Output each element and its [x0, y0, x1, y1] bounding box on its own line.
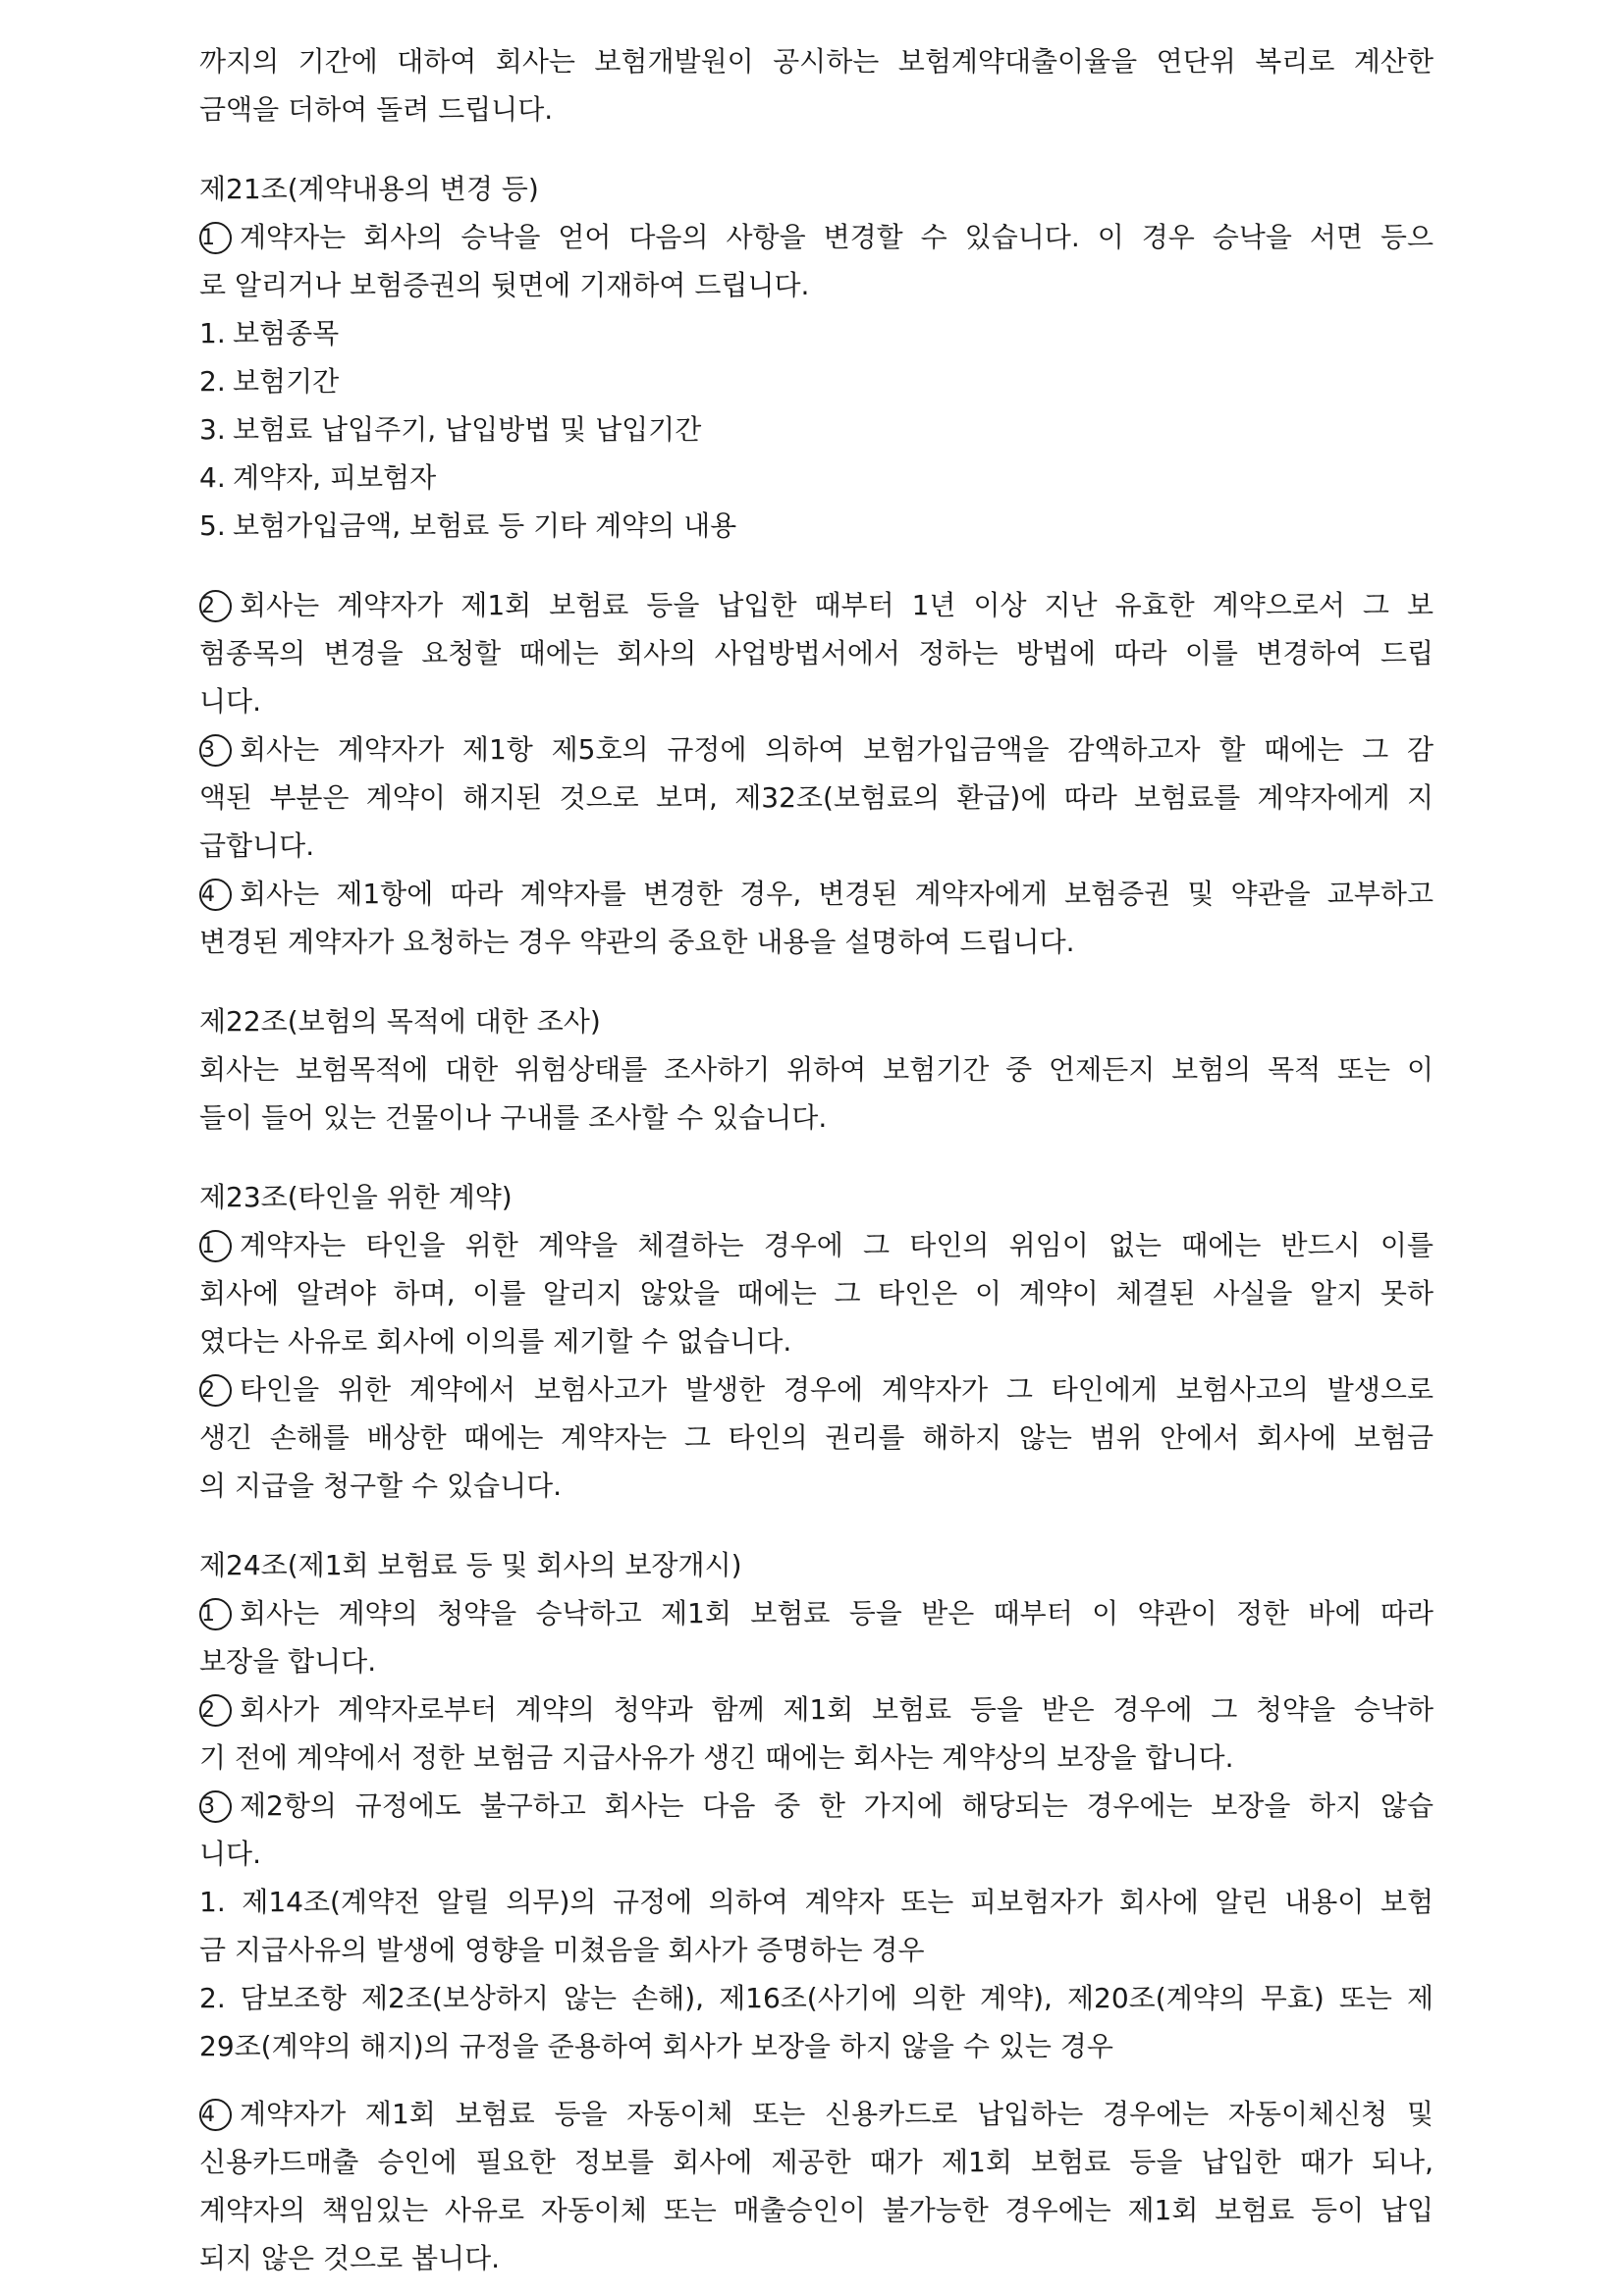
- article-22-title: 제22조(보험의 목적에 대한 조사): [199, 1005, 601, 1038]
- intro-line-2: 금액을 더하여 돌려 드립니다.: [199, 93, 554, 126]
- article-21-title: 제21조(계약내용의 변경 등): [199, 173, 539, 205]
- article-23-paragraph-2-line-1: 2 타인을 위한 계약에서 보험사고가 발생한 경우에 계약자가 그 타인에게 보험사고의 발생으로: [201, 1373, 1434, 1406]
- article-24-paragraph-4-line-2: 신용카드매출 승인에 필요한 정보를 회사에 제공한 때가 제1회 보험료 등을 납입한 때가 되나,: [199, 2146, 1434, 2178]
- article-23-paragraph-2-line-3: 의 지급을 청구할 수 있습니다.: [199, 1469, 563, 1502]
- article-21-paragraph-3-line-2: 액된 부분은 계약이 해지된 것으로 보며, 제32조(보험료의 환급)에 따라 보험료를 계약자에게 지: [199, 781, 1434, 814]
- article-21-paragraph-4-line-2: 변경된 계약자가 요청하는 경우 약관의 중요한 내용을 설명하여 드립니다.: [199, 926, 1075, 958]
- circled-number-4: 4: [199, 2099, 232, 2131]
- circled-number-2: 2: [199, 1694, 232, 1727]
- article-24-item-1-line-2: 금 지급사유의 발생에 영향을 미쳤음을 회사가 증명하는 경우: [199, 1934, 925, 1966]
- article-21-paragraph-2-line-1: 2 회사는 계약자가 제1회 보험료 등을 납입한 때부터 1년 이상 지난 유효한 계약으로서 그 보: [201, 589, 1434, 621]
- article-24-paragraph-3-line-2: 니다.: [199, 1838, 261, 1870]
- intro-line-1: 까지의 기간에 대하여 회사는 보험개발원이 공시하는 보험계약대출이율을 연단위 복리로 계산한: [199, 45, 1434, 78]
- circled-number-1: 1: [199, 1230, 232, 1262]
- article-21-paragraph-1-line-2: 로 알리거나 보험증권의 뒷면에 기재하여 드립니다.: [199, 269, 810, 301]
- circled-number-3: 3: [199, 734, 232, 767]
- article-24-paragraph-4-line-4: 되지 않은 것으로 봅니다.: [199, 2242, 501, 2274]
- document-page: [199, 37, 1434, 2282]
- article-24-paragraph-4-line-1: 4 계약자가 제1회 보험료 등을 자동이체 또는 신용카드로 납입하는 경우에는 자동이체신청 및: [201, 2098, 1434, 2130]
- article-24-item-1-line-1: 1. 제14조(계약전 알릴 의무)의 규정에 의하여 계약자 또는 피보험자가 회사에 알린 내용이 보험: [199, 1886, 1434, 1918]
- article-23-paragraph-1-line-3: 였다는 사유로 회사에 이의를 제기할 수 없습니다.: [199, 1325, 792, 1358]
- article-24-title: 제24조(제1회 보험료 등 및 회사의 보장개시): [199, 1549, 742, 1581]
- list-item: 2. 보험기간: [199, 365, 340, 398]
- article-24-paragraph-2-line-2: 기 전에 계약에서 정한 보험금 지급사유가 생긴 때에는 회사는 계약상의 보장을 합니다.: [199, 1741, 1234, 1774]
- circled-number-2: 2: [199, 590, 232, 622]
- list-item: 3. 보험료 납입주기, 납입방법 및 납입기간: [199, 413, 702, 446]
- article-24-paragraph-4-line-3: 계약자의 책임있는 사유로 자동이체 또는 매출승인이 불가능한 경우에는 제1회 보험료 등이 납입: [199, 2194, 1434, 2226]
- article-23-title: 제23조(타인을 위한 계약): [199, 1181, 513, 1213]
- article-21-paragraph-3-line-3: 급합니다.: [199, 829, 315, 862]
- circled-number-4: 4: [199, 879, 232, 911]
- article-23-paragraph-1-line-1: 1 계약자는 타인을 위한 계약을 체결하는 경우에 그 타인의 위임이 없는 때에는 반드시 이를: [201, 1229, 1434, 1261]
- circled-number-1: 1: [199, 222, 232, 254]
- list-item: 5. 보험가입금액, 보험료 등 기타 계약의 내용: [199, 509, 737, 542]
- article-24-paragraph-1-line-1: 1 회사는 계약의 청약을 승낙하고 제1회 보험료 등을 받은 때부터 이 약관이 정한 바에 따라: [201, 1597, 1434, 1629]
- article-21-paragraph-1-line-1: 1 계약자는 회사의 승낙을 얻어 다음의 사항을 변경할 수 있습니다. 이 경우 승낙을 서면 등으: [201, 221, 1434, 253]
- article-24-paragraph-1-line-2: 보장을 합니다.: [199, 1645, 377, 1678]
- circled-number-1: 1: [199, 1598, 232, 1630]
- article-21-paragraph-4-line-1: 4 회사는 제1항에 따라 계약자를 변경한 경우, 변경된 계약자에게 보험증권 및 약관을 교부하고: [201, 878, 1434, 910]
- article-24-paragraph-2-line-1: 2 회사가 계약자로부터 계약의 청약과 함께 제1회 보험료 등을 받은 경우에 그 청약을 승낙하: [201, 1693, 1434, 1726]
- article-23-paragraph-1-line-2: 회사에 알려야 하며, 이를 알리지 않았을 때에는 그 타인은 이 계약이 체결된 사실을 알지 못하: [199, 1277, 1434, 1309]
- article-24-paragraph-3-line-1: 3 제2항의 규정에도 불구하고 회사는 다음 중 한 가지에 해당되는 경우에는 보장을 하지 않습: [201, 1789, 1434, 1822]
- article-22-line-1: 회사는 보험목적에 대한 위험상태를 조사하기 위하여 보험기간 중 언제든지 보험의 목적 또는 이: [199, 1053, 1434, 1086]
- article-21-paragraph-2-line-2: 험종목의 변경을 요청할 때에는 회사의 사업방법서에서 정하는 방법에 따라 이를 변경하여 드립: [199, 637, 1434, 669]
- circled-number-2: 2: [199, 1374, 232, 1407]
- list-item: 4. 계약자, 피보험자: [199, 461, 437, 494]
- article-24-item-2-line-1: 2. 담보조항 제2조(보상하지 않는 손해), 제16조(사기에 의한 계약), 제20조(계약의 무효) 또는 제: [199, 1982, 1434, 2014]
- circled-number-3: 3: [199, 1790, 232, 1823]
- article-23-paragraph-2-line-2: 생긴 손해를 배상한 때에는 계약자는 그 타인의 권리를 해하지 않는 범위 안에서 회사에 보험금: [199, 1421, 1434, 1454]
- list-item: 1. 보험종목: [199, 317, 340, 349]
- article-21-paragraph-3-line-1: 3 회사는 계약자가 제1항 제5호의 규정에 의하여 보험가입금액을 감액하고자 할 때에는 그 감: [201, 733, 1434, 766]
- article-21-paragraph-2-line-3: 니다.: [199, 685, 261, 718]
- article-22-line-2: 들이 들어 있는 건물이나 구내를 조사할 수 있습니다.: [199, 1101, 828, 1134]
- article-24-item-2-line-2: 29조(계약의 해지)의 규정을 준용하여 회사가 보장을 하지 않을 수 있는 경우: [199, 2030, 1113, 2062]
